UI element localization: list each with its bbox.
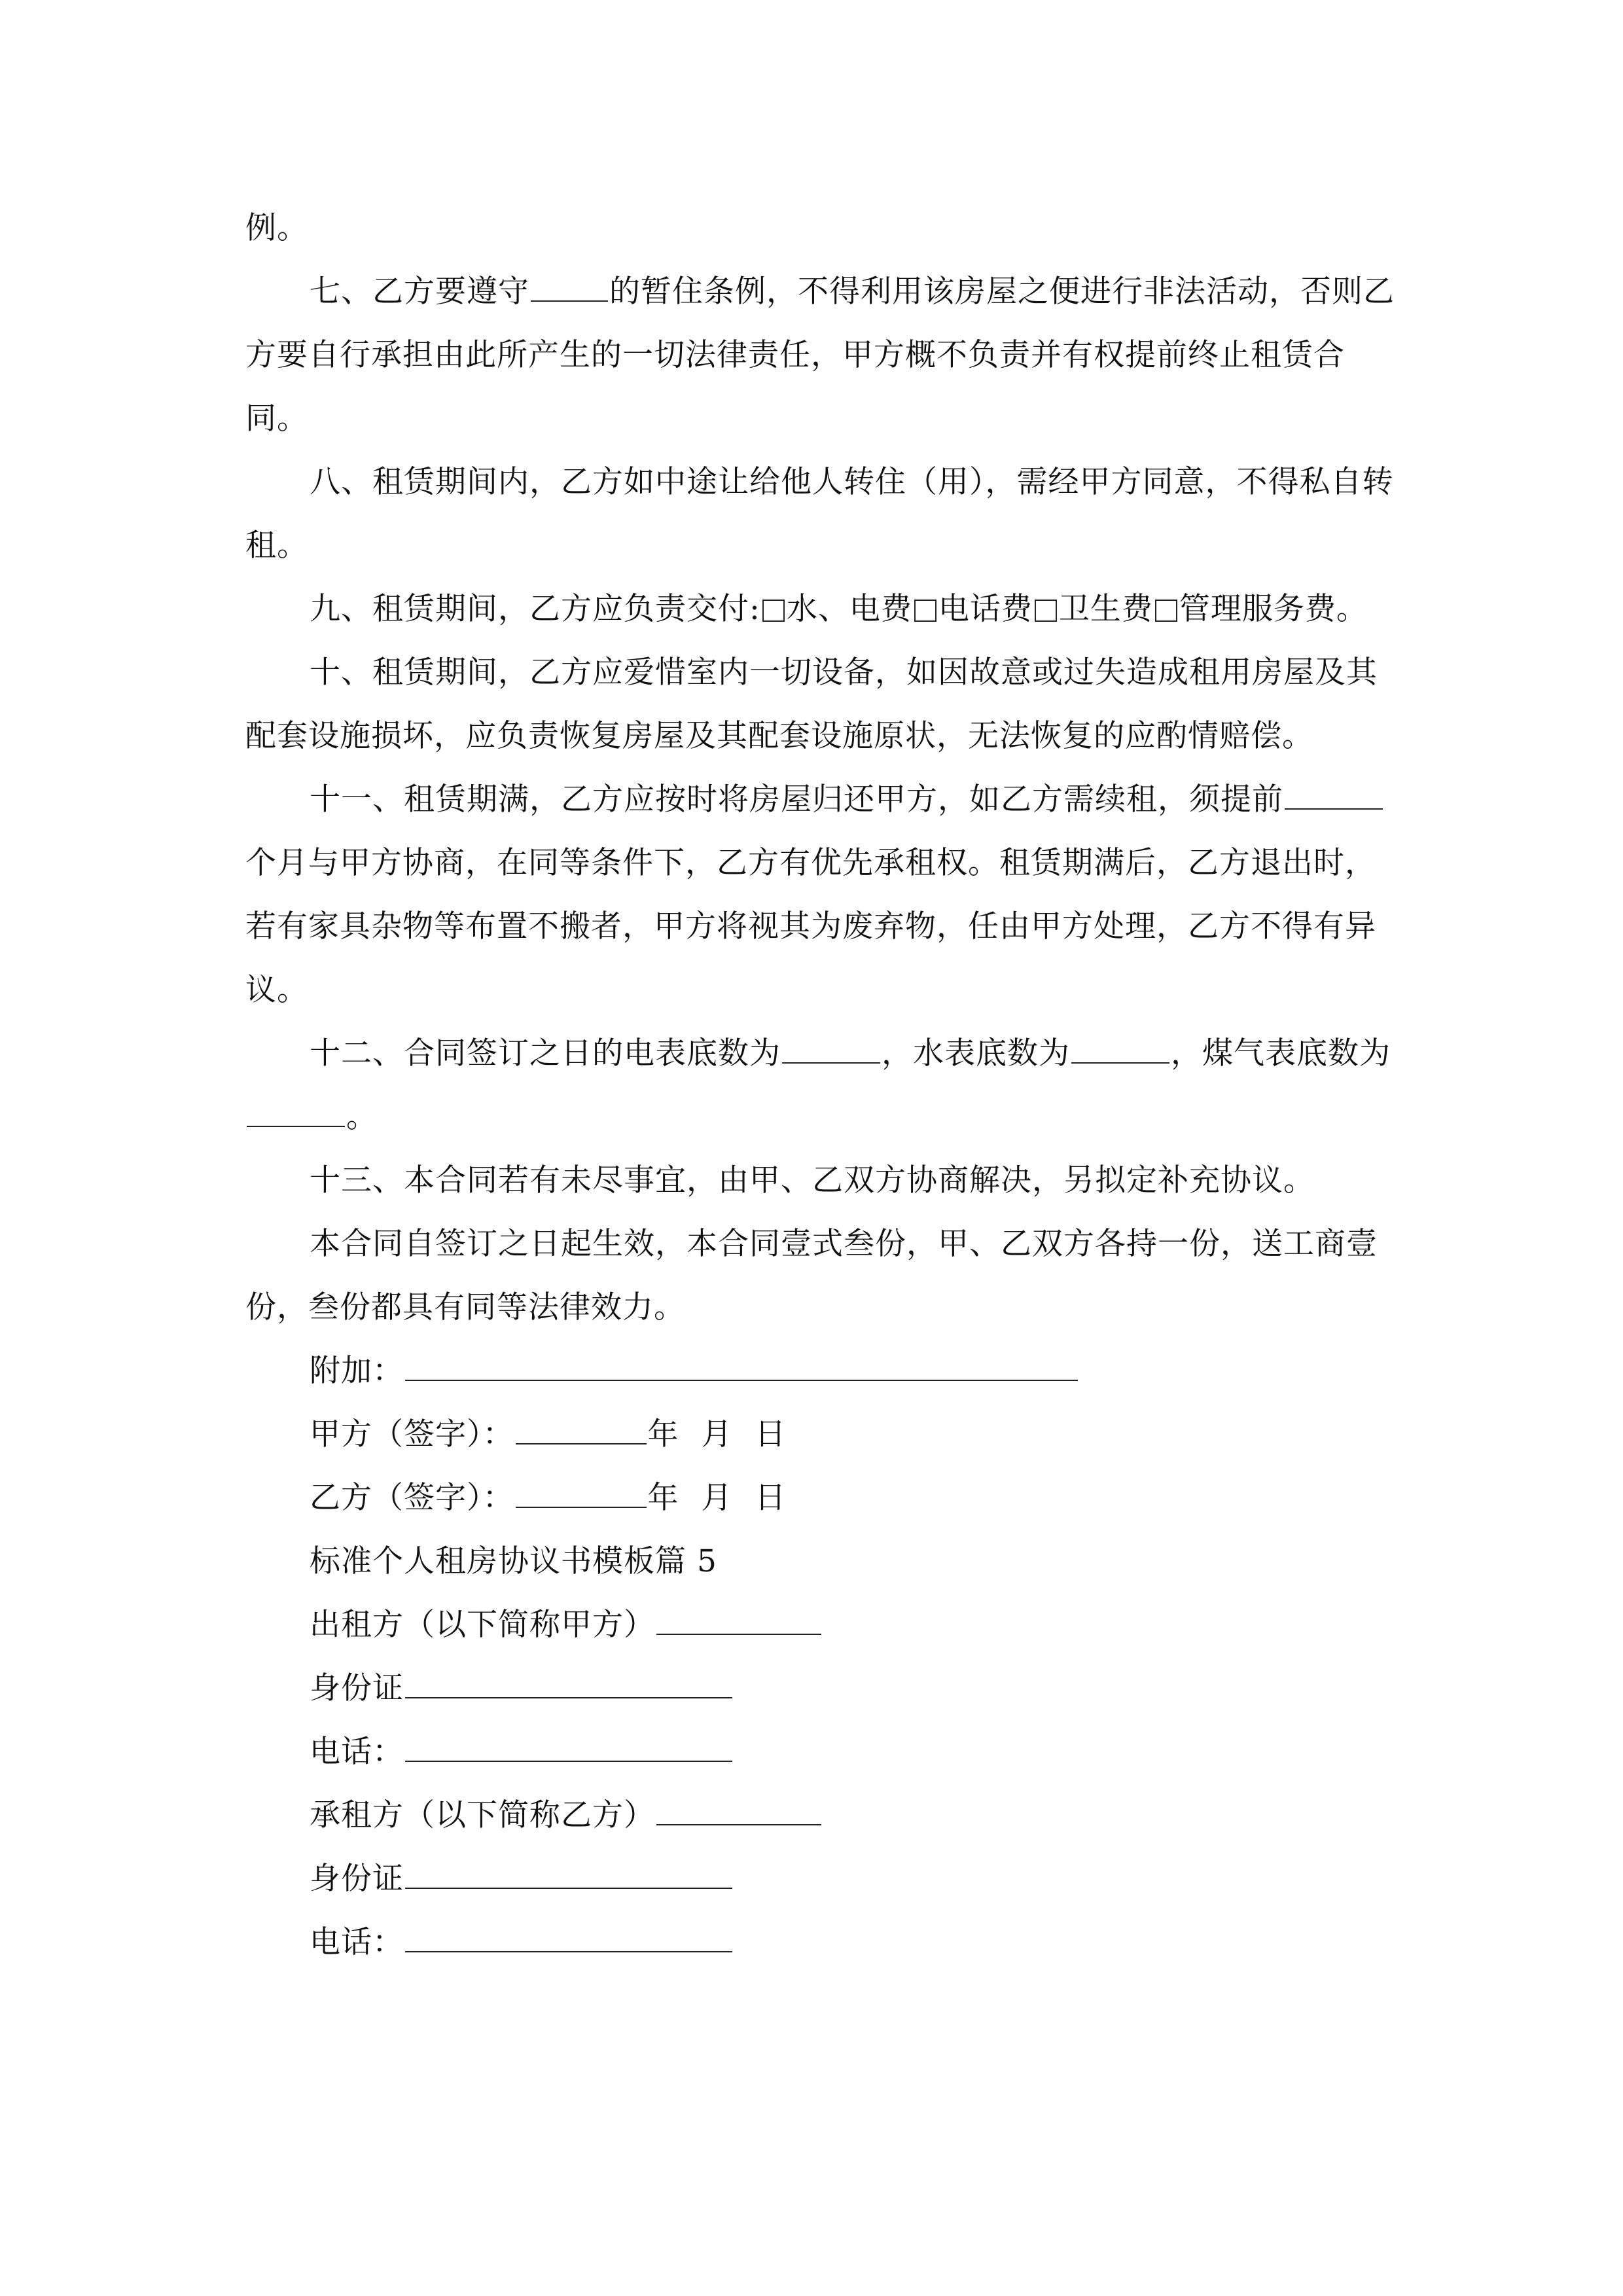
- checkbox-phone[interactable]: [914, 600, 936, 622]
- clause-9: 九、租赁期间，乙方应负责交付: 水、电费 电话费 卫生费 管理服务费。: [310, 591, 1368, 627]
- clause-13: 十三、本合同若有未尽事宜，由甲、乙双方协商解决，另拟定补充协议。: [310, 1162, 1315, 1198]
- gas-meter-field[interactable]: [247, 1097, 345, 1127]
- party-b-signature-line: 乙方（签字）： 年 月 日: [245, 1466, 1397, 1530]
- lessor-phone-field[interactable]: [405, 1732, 732, 1762]
- clause-8: 八、租赁期间内，乙方如中途让给他人转住（用），需经甲方同意，不得私自转租。: [245, 464, 1394, 564]
- clause-10: 十、租赁期间，乙方应爱惜室内一切设备，如因故意或过失造成租用房屋及其配套设施损坏，应负责恢复房屋及其配套设施原状，无法恢复的应酌情赔偿。: [245, 655, 1378, 754]
- water-meter-field[interactable]: [1071, 1033, 1169, 1064]
- party-b-signature-field[interactable]: [516, 1478, 647, 1508]
- checkbox-water-electricity[interactable]: [762, 600, 785, 622]
- clause-11: 十一、租赁期满，乙方应按时将房屋归还甲方，如乙方需续租，须提前个月与甲方协商，在同等条件下，乙方有优先承租权。租赁期满后，乙方退出时，若有家具杂物等布置不搬者，甲方将视其为废弃物，任由甲方处理，乙方不得有异议。: [245, 768, 1397, 1022]
- lessee-id-line: 身份证: [245, 1847, 1397, 1910]
- blank-field[interactable]: [531, 272, 608, 302]
- continued-text: 例。: [245, 210, 308, 246]
- lessee-field[interactable]: [656, 1795, 821, 1825]
- lessee-phone-line: 电话：: [245, 1910, 1397, 1974]
- lessee-id-field[interactable]: [405, 1859, 732, 1889]
- lessee-line: 承租方（以下简称乙方）: [245, 1784, 1397, 1847]
- document-body: [245, 196, 1397, 1974]
- party-a-signature-line: 甲方（签字）： 年 月 日: [245, 1403, 1397, 1466]
- checkbox-sanitation[interactable]: [1035, 600, 1057, 622]
- attachment-line: 附加：: [245, 1339, 1397, 1403]
- lessor-line: 出租方（以下简称甲方）: [245, 1593, 1397, 1657]
- section-title: 标准个人租房协议书模板篇 5: [310, 1543, 717, 1579]
- blank-field[interactable]: [1285, 780, 1383, 810]
- checkbox-management[interactable]: [1155, 600, 1177, 622]
- lessee-phone-field[interactable]: [405, 1922, 732, 1952]
- clause-7: 七、乙方要遵守 的暂住条例，不得利用该房屋之便进行非法活动，否则乙方要自行承担由此所产生的一切法律责任，甲方概不负责并有权提前终止租赁合同。: [245, 260, 1397, 450]
- clause-12: 十二、合同签订之日的电表底数为 ，水表底数为 ，煤气表底数为。: [245, 1022, 1397, 1149]
- lessor-id-field[interactable]: [405, 1668, 732, 1698]
- party-a-signature-field[interactable]: [516, 1414, 647, 1444]
- attachment-field[interactable]: [405, 1351, 1078, 1381]
- lessor-field[interactable]: [656, 1605, 821, 1635]
- lessor-phone-line: 电话：: [245, 1720, 1397, 1784]
- effective-clause: 本合同自签订之日起生效，本合同壹式叁份，甲、乙双方各持一份，送工商壹份，叁份都具有同等法律效力。: [245, 1226, 1378, 1325]
- electric-meter-field[interactable]: [782, 1033, 880, 1064]
- lessor-id-line: 身份证: [245, 1657, 1397, 1720]
